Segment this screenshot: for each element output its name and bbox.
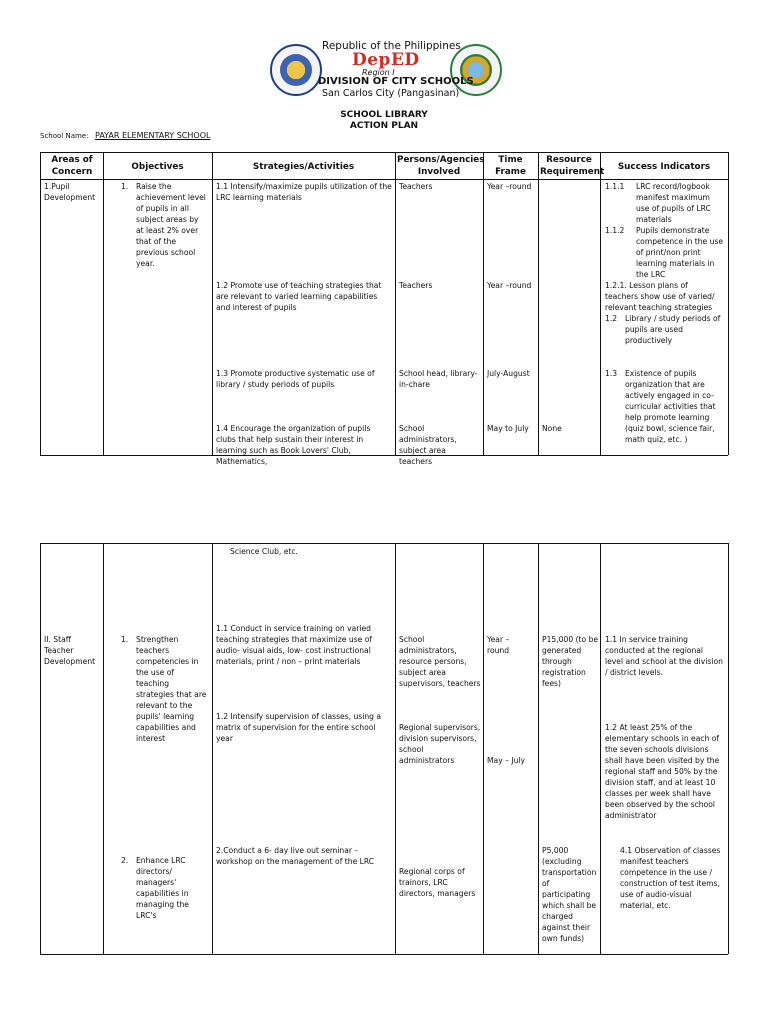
objective-2-2-number: 2. <box>121 856 129 865</box>
objective-2-2: Enhance LRC directors/ managers' capabilities in managing the LRC's <box>136 856 189 920</box>
area-pupil: 1.Pupil Development <box>44 182 96 202</box>
resource-2-2: P5,000 (excluding transportation of participating which shall be charged against their own funds) <box>542 846 597 943</box>
indicator-2-1-1: 1.1 In service training conducted at the regional level and school at the division / district levels. <box>605 635 723 677</box>
indicator-1-1-1-number: 1.1.1 <box>605 182 625 191</box>
persons-1-3: School head, library-in-chare <box>399 369 478 389</box>
strategy-continuation: Science Club, etc. <box>230 547 298 556</box>
time-1-1: Year –round <box>487 182 532 191</box>
persons-2-2: Regional corps of trainors, LRC directors, managers <box>399 867 476 898</box>
deped-seal-icon <box>270 44 322 96</box>
indicator-2-1-2: 1.2 At least 25% of the elementary schools in each of the seven schools divisions shall have been visited by the regional staff and 50% by the division staff, and at least 10 classes per week shall have been observed by the school administrator <box>605 723 720 820</box>
objective-2-1: Strengthen teachers competencies in the use of teaching strategies that are relevant to the pupils' learning capabilities and interest <box>136 635 207 743</box>
persons-2-1-2: Regional supervisors, division supervisors, school administrators <box>399 723 481 765</box>
strategy-2-1-2: 1.2 Intensify supervision of classes, using a matrix of supervision for the entire school year <box>216 712 382 743</box>
header-time: Time Frame <box>495 155 526 177</box>
objective-text: Raise the achievement level of pupils in all subject areas by at least 2% over that of the previous school year. <box>136 182 206 268</box>
time-2-1-2: May – July <box>487 756 525 765</box>
persons-1-1: Teachers <box>399 182 433 191</box>
division-text: DIVISION OF CITY SCHOOLS <box>318 76 474 87</box>
indicator-1-1-1: LRC record/logbook manifest maximum use of pupils of LRC materials <box>636 182 711 224</box>
persons-1-2: Teachers <box>399 281 433 290</box>
indicator-1-1-2-number: 1.1.2 <box>605 226 625 235</box>
strategy-1-1: 1.1 Intensify/maximize pupils utilization of the LRC learning materials <box>216 182 392 202</box>
header-persons: Persons/Agencies Involved <box>397 155 485 177</box>
time-2-1-1: Year – round <box>487 635 510 655</box>
objective-2-1-number: 1. <box>121 635 129 644</box>
persons-1-4: School administrators, subject area teachers <box>399 424 457 466</box>
city-text: San Carlos City (Pangasinan) <box>322 88 460 99</box>
indicator-1-2-1: 1.2.1. Lesson plans of teachers show use of varied/ relevant teaching strategies <box>605 281 715 312</box>
indicator-1-2: Library / study periods of pupils are used productively <box>625 314 721 345</box>
resource-1-4: None <box>542 424 562 433</box>
objective-number: 1. <box>121 182 129 191</box>
indicator-1-2-number: 1.2 <box>605 314 618 323</box>
header-resource: Resource Requirement <box>540 155 605 177</box>
header-areas: Areas of Concern <box>51 155 93 177</box>
resource-2-1-1: P15,000 (to be generated through registration fees) <box>542 635 599 688</box>
strategy-1-4: 1.4 Encourage the organization of pupils clubs that help sustain their interest in learning such as Book Lovers' Club, Mathematics, <box>216 424 371 466</box>
school-name-value: PAYAR ELEMENTARY SCHOOL <box>95 131 211 140</box>
time-1-4: May to July <box>487 424 529 433</box>
header-strategies: Strategies/Activities <box>252 162 355 172</box>
region-text: Region I <box>362 68 395 77</box>
deped-logo: DepED <box>352 50 420 70</box>
time-1-2: Year –round <box>487 281 532 290</box>
time-1-3: July-August <box>487 369 530 378</box>
header-objectives: Objectives <box>131 162 184 172</box>
area-staff: II. Staff Teacher Development <box>44 635 96 666</box>
title-line-2: ACTION PLAN <box>349 121 419 131</box>
header-success: Success Indicators <box>617 162 711 172</box>
school-name-label: School Name: <box>40 132 89 140</box>
indicator-1-3-number: 1.3 <box>605 369 618 378</box>
indicator-1-3: Existence of pupils organization that are actively engaged in co-curricular activities that help promote learning (quiz bowl, science fair, math quiz, etc. ) <box>625 369 716 444</box>
indicator-1-1-2: Pupils demonstrate competence in the use of print/non print learning materials in the LRC <box>636 226 724 279</box>
strategy-1-2: 1.2 Promote use of teaching strategies that are relevant to varied learning capabilities and interest of pupils <box>216 281 382 312</box>
strategy-1-3: 1.3 Promote productive systematic use of library / study periods of pupils <box>216 369 375 389</box>
title-line-1: SCHOOL LIBRARY <box>340 110 428 120</box>
indicator-2-2: 4.1 Observation of classes manifest teachers competence in the use / construction of test items, use of audio-visual material, etc. <box>620 846 721 910</box>
persons-2-1-1: School administrators, resource persons, subject area supervisors, teachers <box>399 635 481 688</box>
republic-text: Republic of the Philippines <box>322 40 461 52</box>
strategy-2-1-1: 1.1 Conduct in service training on varied teaching strategies that maximize use of audio- visual aids, low- cost instructional materials, print / non – print materials <box>216 624 373 666</box>
strategy-2-2: 2.Conduct a 6- day live out seminar – workshop on the management of the LRC <box>216 846 375 866</box>
